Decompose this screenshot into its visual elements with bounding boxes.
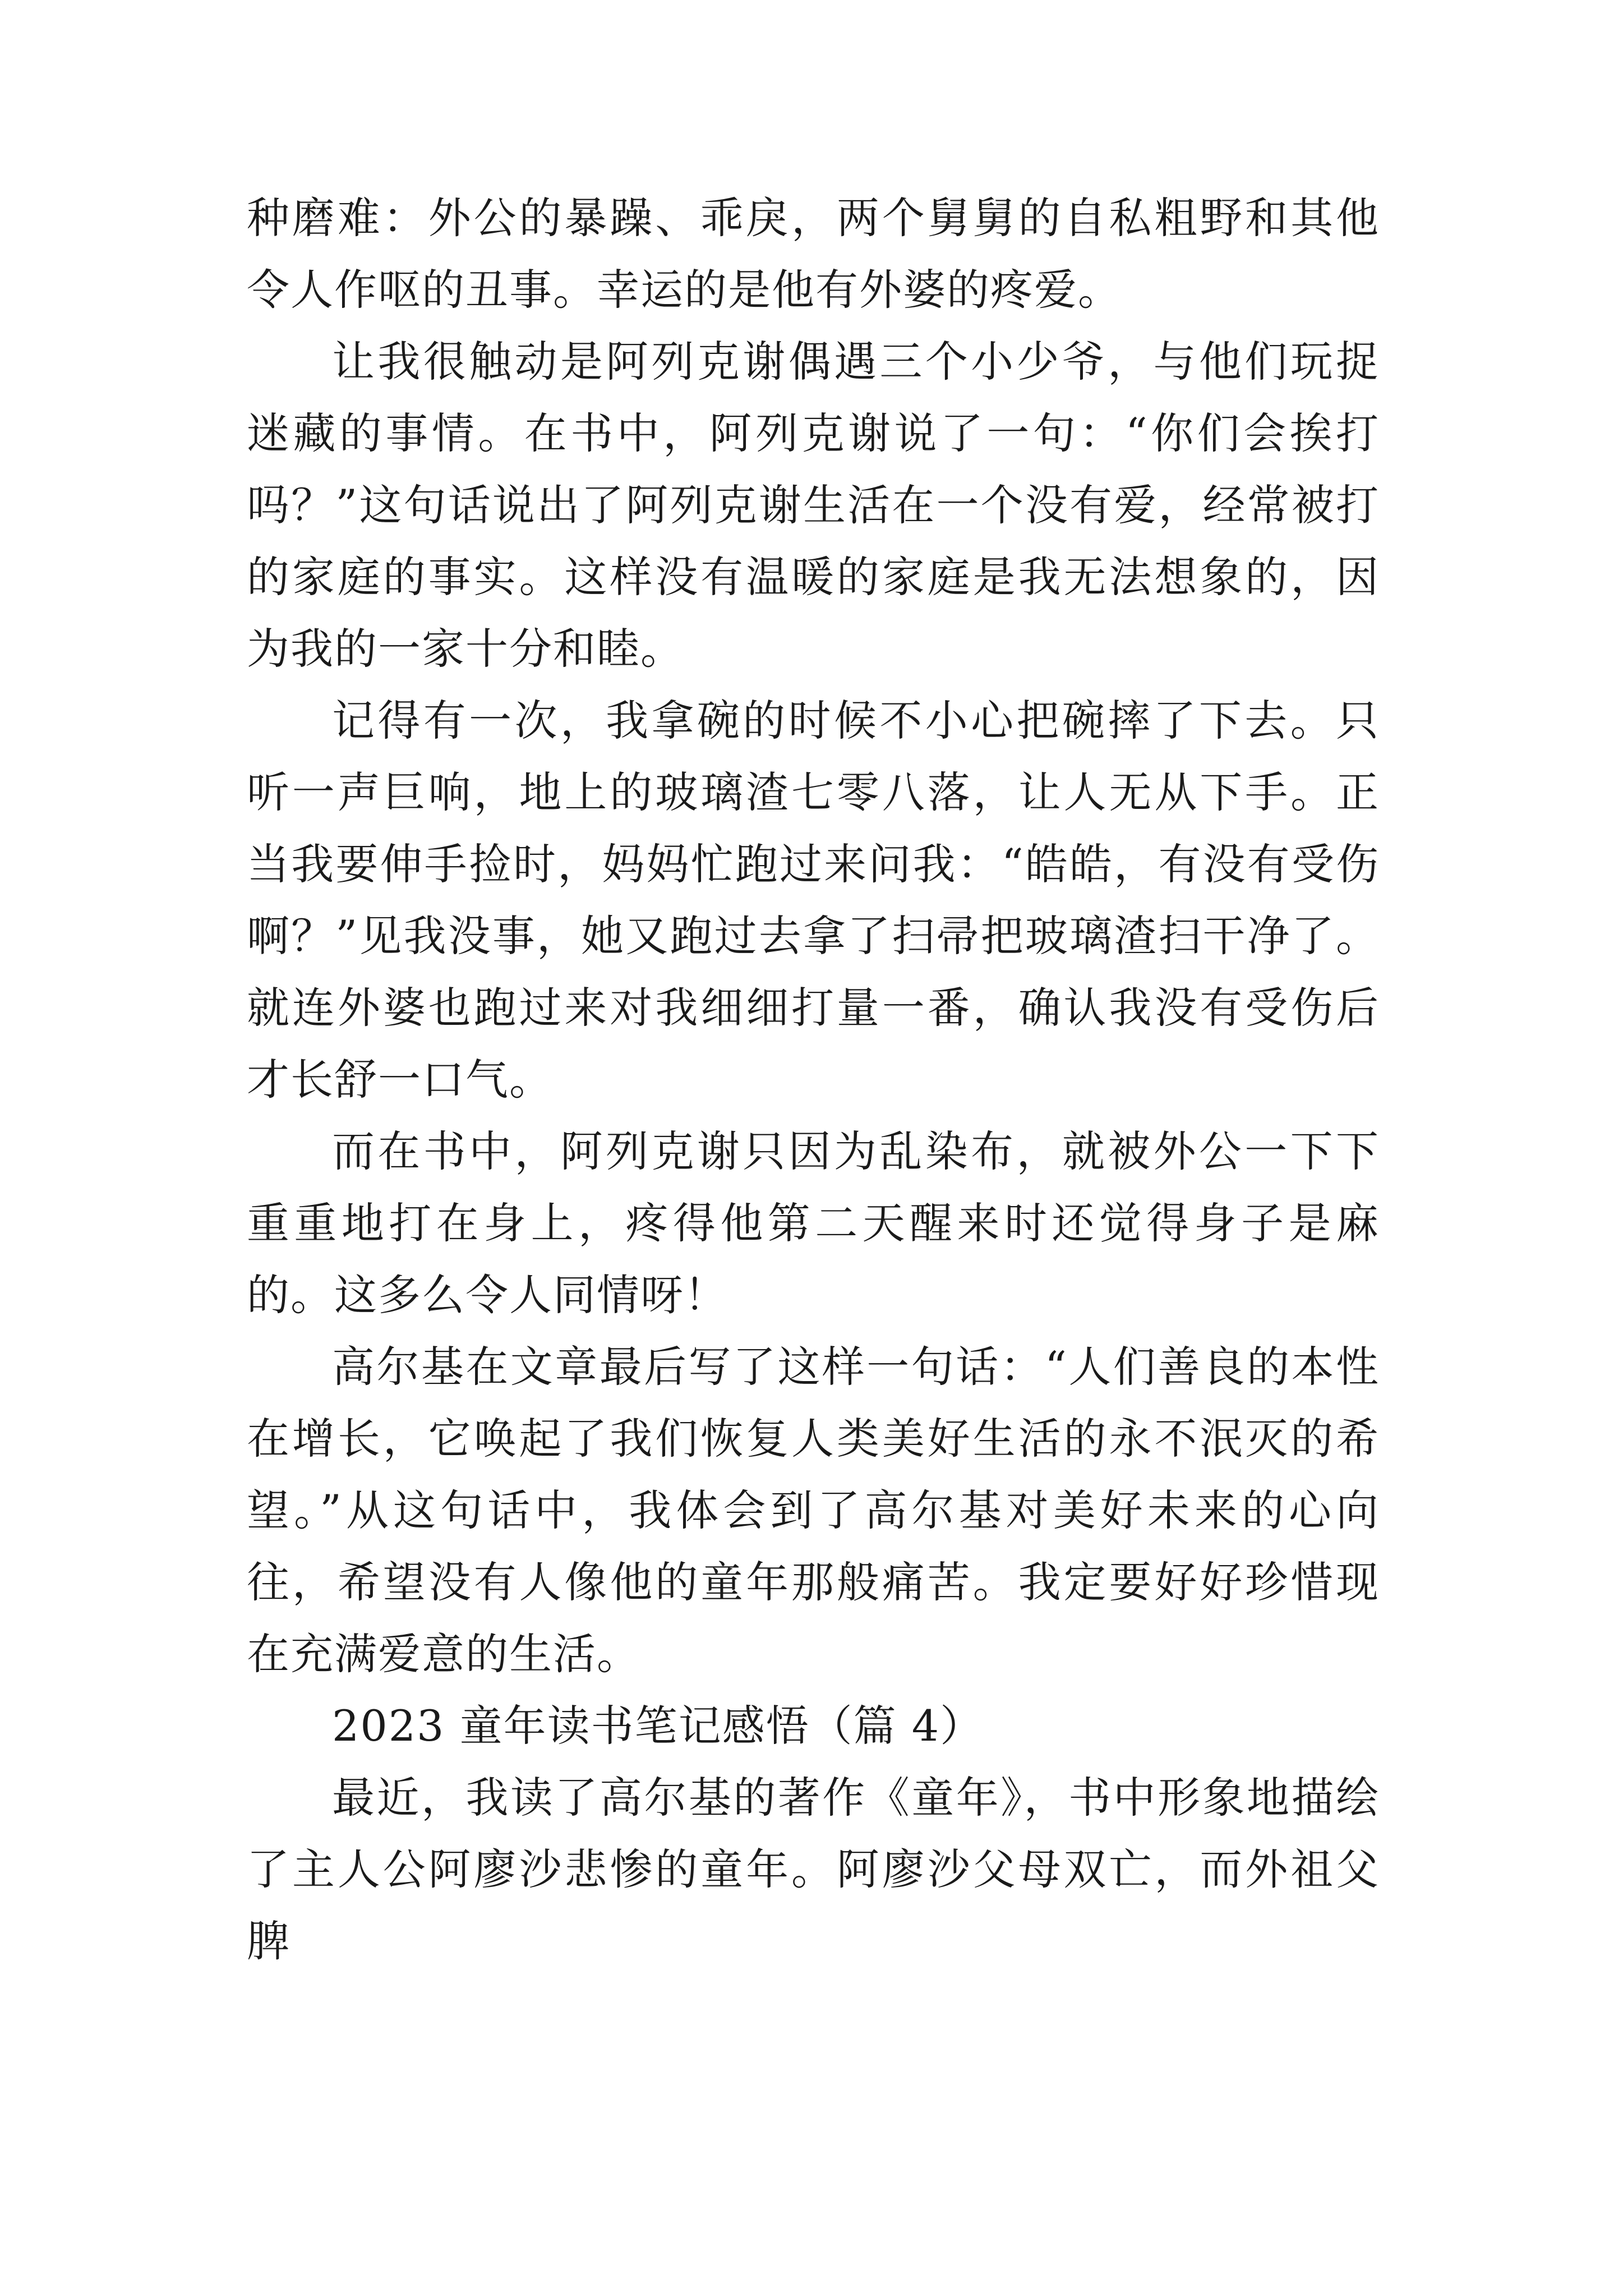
paragraph: 最近，我读了高尔基的著作《童年》，书中形象地描绘了主人公阿廖沙悲惨的童年。阿廖沙父母双亡，而外祖父脾 [247,1773,1380,1966]
document-body [247,182,1380,1977]
paragraph: 记得有一次，我拿碗的时候不小心把碗摔了下去。只听一声巨响，地上的玻璃渣七零八落，让人无从下手。正当我要伸手捡时，妈妈忙跑过来问我：“皓皓，有没有受伤啊？”见我没事，她又跑过去拿了扫帚把玻璃渣扫干净了。就连外婆也跑过来对我细细打量一番，确认我没有受伤后才长舒一口气。 [247,696,1380,1105]
paragraph-continuation: 种磨难：外公的暴躁、乖戾，两个舅舅的自私粗野和其他令人作呕的丑事。幸运的是他有外婆的疼爱。 [247,193,1380,315]
paragraph: 而在书中，阿列克谢只因为乱染布，就被外公一下下重重地打在身上，疼得他第二天醒来时还觉得身子是麻的。这多么令人同情呀！ [247,1126,1380,1320]
section-heading: 2023 童年读书笔记感悟（篇 4） [332,1701,984,1751]
paragraph: 让我很触动是阿列克谢偶遇三个小少爷，与他们玩捉迷藏的事情。在书中，阿列克谢说了一句：“你们会挨打吗？”这句话说出了阿列克谢生活在一个没有爱，经常被打的家庭的事实。这样没有温暖的家庭是我无法想象的，因为我的一家十分和睦。 [247,337,1380,674]
paragraph: 高尔基在文章最后写了这样一句话：“人们善良的本性在增长，它唤起了我们恢复人类美好生活的永不泯灭的希望。”从这句话中，我体会到了高尔基对美好未来的心向往，希望没有人像他的童年那般痛苦。我定要好好珍惜现在充满爱意的生活。 [247,1342,1380,1679]
